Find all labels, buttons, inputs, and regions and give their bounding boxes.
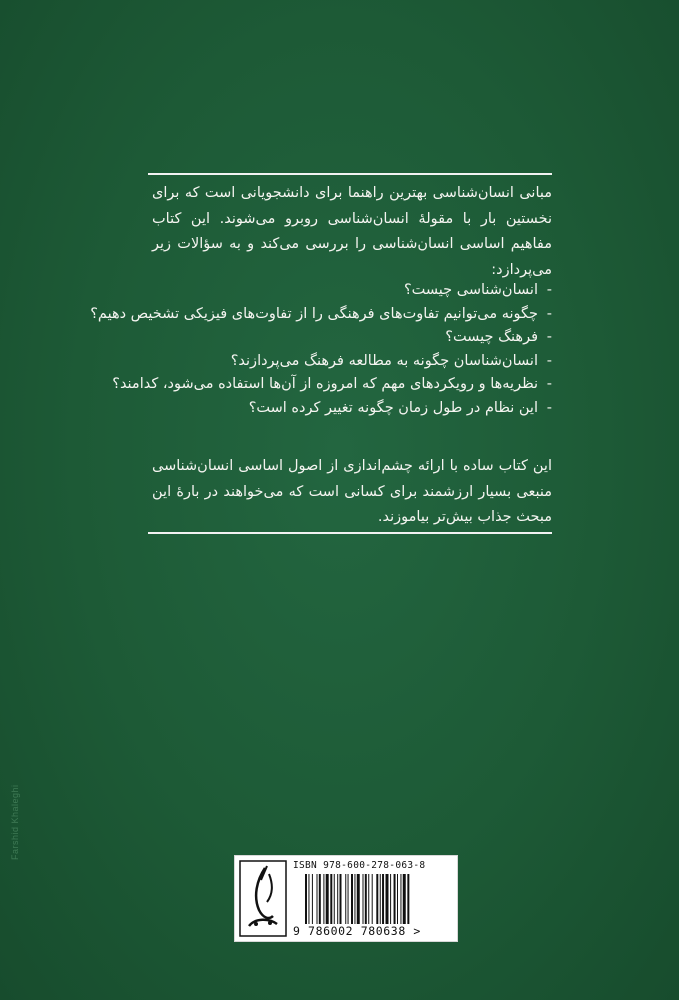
- bullet-dash: -: [546, 399, 552, 416]
- question-text: انسان‌شناسان چگونه به مطالعه فرهنگ می‌پردازند؟: [230, 352, 538, 369]
- bullet-dash: -: [546, 352, 552, 369]
- list-item: [90, 303, 552, 327]
- designer-credit: Farshid Khaleghi: [10, 784, 20, 860]
- closing-paragraph: این کتاب ساده با ارائه چشم‌اندازی از اصول اساسی انسان‌شناسی منبعی بسیار ارزشمند برای کسانی است که می‌خواهند در بارهٔ این مبحث جذاب بیش‌تر بیاموزند.: [152, 458, 552, 525]
- bullet-dash: -: [546, 282, 552, 298]
- intro-paragraph: مبانی انسان‌شناسی بهترین راهنما برای دانشجویانی است که برای نخستین بار با مقولهٔ انسان‌شناسی روبرو می‌شوند. این کتاب مفاهیم اساسی انسان‌شناسی را بررسی می‌کند و به سؤالات زیر می‌پردازد:: [152, 185, 552, 278]
- question-text: این نظام در طول زمان چگونه تغییر کرده است؟: [248, 399, 538, 416]
- question-text: چگونه می‌توانیم تفاوت‌های فرهنگی را از تفاوت‌های فیزیکی تشخیص دهیم؟: [90, 305, 538, 322]
- barcode-number: 9 786002 780638 >: [293, 924, 421, 938]
- isbn-label: ISBN 978-600-278-063-8: [293, 860, 426, 871]
- top-divider: [148, 173, 552, 175]
- isbn-barcode-panel: [234, 855, 458, 942]
- list-item: [152, 279, 552, 303]
- list-item: [112, 373, 552, 397]
- barcode-icon: [305, 874, 445, 924]
- question-list: [90, 279, 552, 420]
- bullet-dash: -: [546, 329, 552, 345]
- list-item: [152, 350, 552, 374]
- question-text: نظریه‌ها و رویکردهای مهم که امروزه از آن‌ها استفاده می‌شود، کدامند؟: [112, 376, 538, 392]
- bullet-dash: -: [546, 305, 552, 322]
- question-text: فرهنگ چیست؟: [445, 329, 538, 345]
- question-text: انسان‌شناسی چیست؟: [403, 282, 538, 298]
- publisher-logo-icon: [239, 860, 287, 937]
- list-item: [152, 397, 552, 421]
- bottom-divider: [148, 532, 552, 534]
- bullet-dash: -: [546, 376, 552, 392]
- list-item: [152, 326, 552, 350]
